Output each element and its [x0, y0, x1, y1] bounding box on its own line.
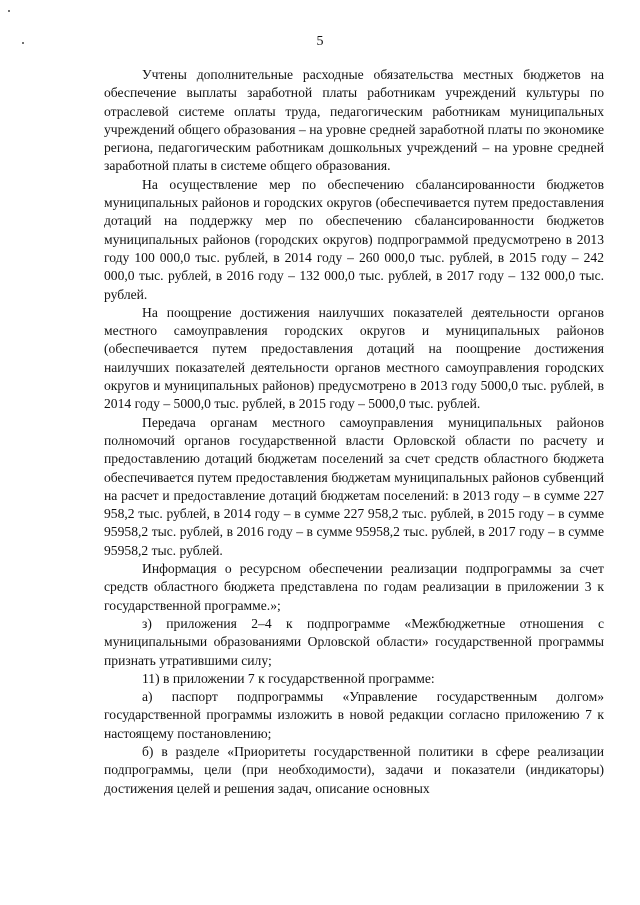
paragraph-4: Передача органам местного самоуправления муниципальных районов полномочий органов государственной власти Орловской области по расчету и предоставлению дотаций бюджетам поселений за счет средств областного бюджета обеспечивается путем предоставления бюджетам муниципальных районов субвенций на расчет и предоставление дотаций бюджетам поселений: в 2013 году – в сумме 227 958,2 тыс. рублей, в 2014 году – в сумме 227 958,2 тыс. рублей, в 2015 году – в сумме 95958,2 тыс. рублей, в 2016 году – в сумме 95958,2 тыс. рублей, в 2017 году – в сумме 95958,2 тыс. рублей. [104, 414, 604, 558]
paragraph-1: Учтены дополнительные расходные обязательства местных бюджетов на обеспечение выплаты заработной платы работникам учреждений культуры по отраслевой системе оплаты труда, педагогическим работникам муниципальных учреждений общего образования – на уровне средней заработной платы по экономике региона, педагогическим работникам дошкольных учреждений – на уровне средней заработной платы в системе общего образования. [104, 67, 604, 174]
paragraph-3: На поощрение достижения наилучших показателей деятельности органов местного самоуправления городских округов и муниципальных районов (обеспечивается путем предоставления дотаций на поощрение достижения наилучших показателей деятельности органов местного самоуправления городских округов и муниципальных районов) предусмотрено в 2013 году 5000,0 тыс. рублей, в 2014 году – 5000,0 тыс. рублей, в 2015 году – 5000,0 тыс. рублей. [104, 304, 604, 412]
scan-speck [8, 10, 10, 12]
paragraph-2: На осуществление мер по обеспечению сбалансированности бюджетов муниципальных районов и городских округов (обеспечивается путем предоставления дотаций на поддержку мер по обеспечению сбалансированности бюджетов муниципальных районов (городских округов) подпрограммой предусмотрено в 2013 году 100 000,0 тыс. рублей, в 2014 году – 260 000,0 тыс. рублей, в 2015 году – 242 000,0 тыс. рублей, в 2016 году – 132 000,0 тыс. рублей, в 2017 году – 132 000,0 тыс. рублей. [104, 176, 604, 302]
paragraph-7: 11) в приложении 7 к государственной программе: [142, 670, 435, 686]
paragraph-9: б) в разделе «Приоритеты государственной политики в сфере реализации подпрограммы, цели (при необходимости), задачи и показатели (индикаторы) достижения целей и решения задач, описание основных [104, 743, 604, 796]
paragraph-6: з) приложения 2–4 к подпрограмме «Межбюджетные отношения с муниципальными образованиями Орловской области» государственной программы признать утратившими силу; [104, 615, 604, 668]
document-body [104, 66, 604, 798]
page-number: 5 [316, 34, 324, 49]
paragraph-5: Информация о ресурсном обеспечении реализации подпрограммы за счет средств областного бюджета представлена по годам реализации в приложении 3 к государственной программе.»; [104, 561, 604, 613]
paragraph-8: а) паспорт подпрограммы «Управление государственным долгом» государственной программы изложить в новой редакции согласно приложению 7 к настоящему постановлению; [104, 689, 604, 741]
